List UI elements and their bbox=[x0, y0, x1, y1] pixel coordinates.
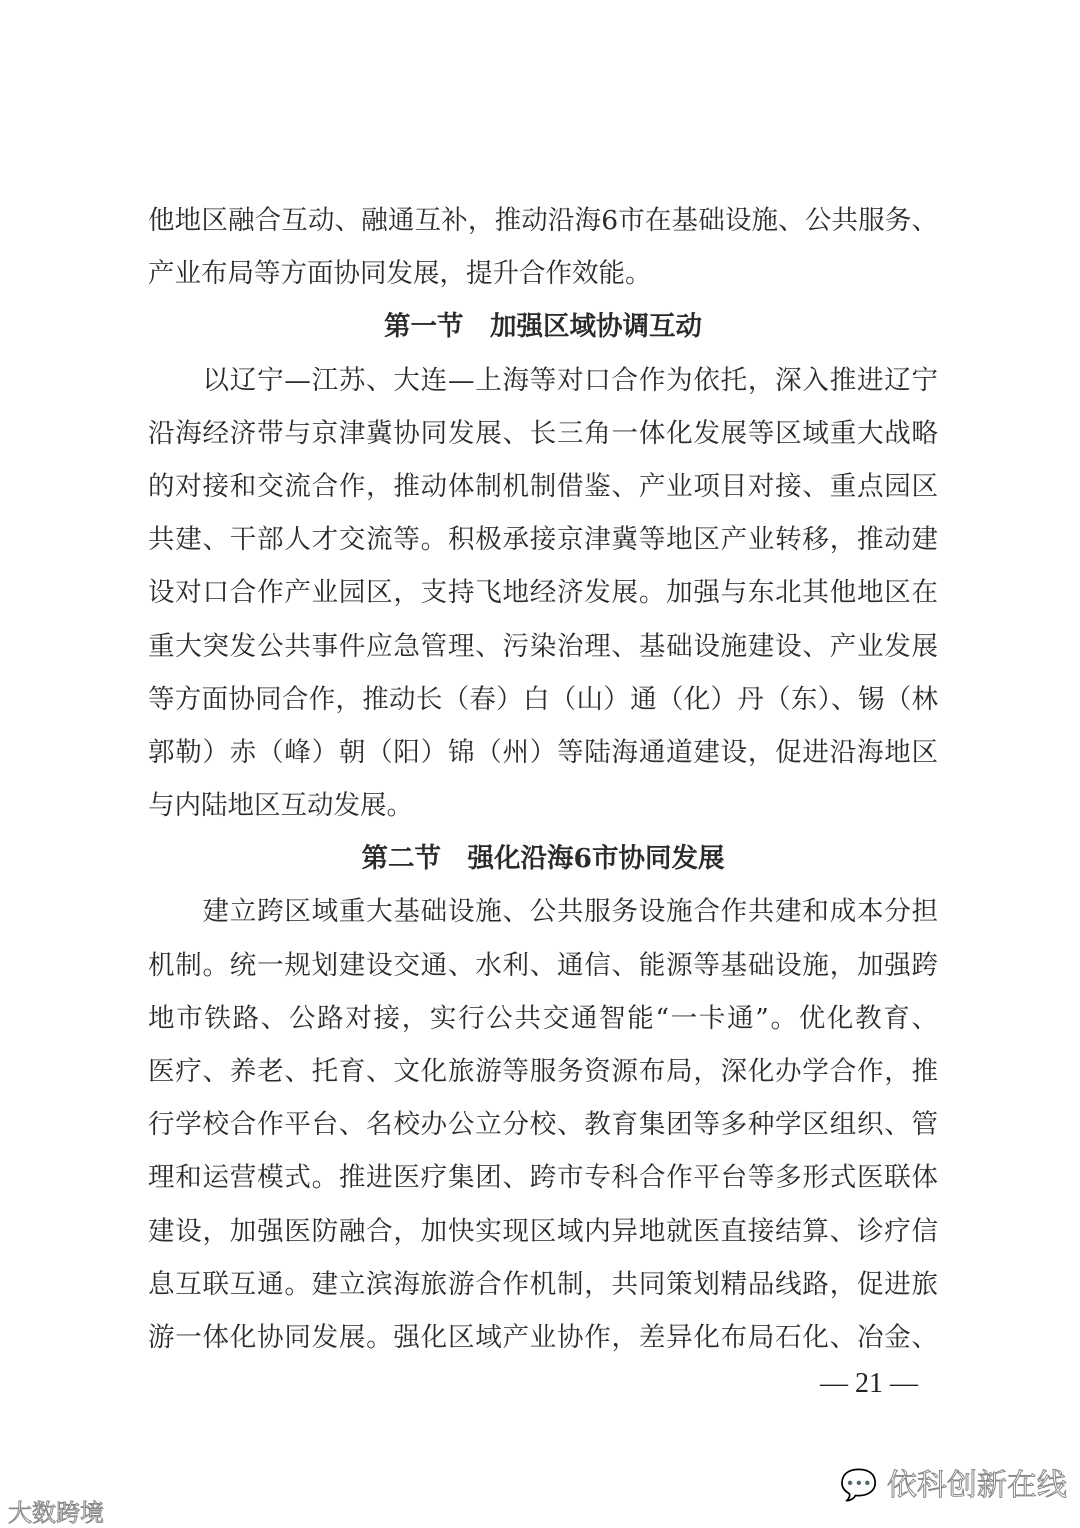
watermark-text: 依科创新在线 bbox=[886, 1468, 1067, 1503]
text-line: 地市铁路、公路对接，实行公共交通智能“一卡通”。优化教育、 bbox=[148, 1002, 938, 1034]
wechat-icon: 💬 bbox=[840, 1468, 878, 1503]
text-line: 的对接和交流合作，推动体制机制借鉴、产业项目对接、重点园区 bbox=[148, 470, 938, 502]
text-line: 医疗、养老、托育、文化旅游等服务资源布局，深化办学合作，推 bbox=[148, 1056, 938, 1087]
corner-watermark bbox=[8, 1493, 104, 1528]
text-line: 与内陆地区互动发展。 bbox=[148, 790, 413, 822]
page-number: — 21 — bbox=[820, 1368, 918, 1399]
text-line: 他地区融合互动、融通互补，推动沿海6市在基础设施、公共服务、 bbox=[148, 205, 938, 236]
text-line: 郭勒）赤（峰）朝（阳）锦（州）等陆海通道建设，促进沿海地区 bbox=[148, 736, 938, 768]
text-line: 产业布局等方面协同发展，提升合作效能。 bbox=[148, 258, 652, 290]
text-line: 以辽宁—江苏、大连—上海等对口合作为依托，深入推进辽宁 bbox=[148, 364, 938, 396]
paragraph bbox=[148, 354, 938, 833]
text-line: 等方面协同合作，推动长（春）白（山）通（化）丹（东）、锡（林 bbox=[148, 683, 938, 715]
text-line: 重大突发公共事件应急管理、污染治理、基础设施建设、产业发展 bbox=[148, 630, 938, 662]
text-line: 建立跨区域重大基础设施、公共服务设施合作共建和成本分担 bbox=[148, 896, 938, 928]
wechat-watermark bbox=[840, 1460, 1067, 1504]
text-line: 设对口合作产业园区，支持飞地经济发展。加强与东北其他地区在 bbox=[148, 577, 938, 609]
text-line: 共建、干部人才交流等。积极承接京津冀等地区产业转移，推动建 bbox=[148, 524, 938, 556]
text-line: 机制。统一规划建设交通、水利、通信、能源等基础设施，加强跨 bbox=[148, 949, 938, 981]
watermark-text: 大数跨境 bbox=[8, 1499, 104, 1527]
section-heading: 第二节 强化沿海6市协同发展 bbox=[361, 843, 725, 875]
document-body bbox=[148, 194, 938, 1364]
text-line: 息互联互通。建立滨海旅游合作机制，共同策划精品线路，促进旅 bbox=[148, 1268, 938, 1300]
paragraph bbox=[148, 885, 938, 1364]
text-line: 行学校合作平台、名校办公立分校、教育集团等多种学区组织、管 bbox=[148, 1109, 938, 1141]
text-line: 建设，加强医防融合，加快实现区域内异地就医直接结算、诊疗信 bbox=[148, 1215, 938, 1247]
section-heading: 第一节 加强区域协调互动 bbox=[384, 311, 702, 343]
text-line: 理和运营模式。推进医疗集团、跨市专科合作平台等多形式医联体 bbox=[148, 1162, 938, 1194]
text-line: 游一体化协同发展。强化区域产业协作，差异化布局石化、冶金、 bbox=[148, 1321, 938, 1353]
text-line: 沿海经济带与京津冀协同发展、长三角一体化发展等区域重大战略 bbox=[148, 417, 938, 449]
paragraph bbox=[148, 194, 938, 300]
